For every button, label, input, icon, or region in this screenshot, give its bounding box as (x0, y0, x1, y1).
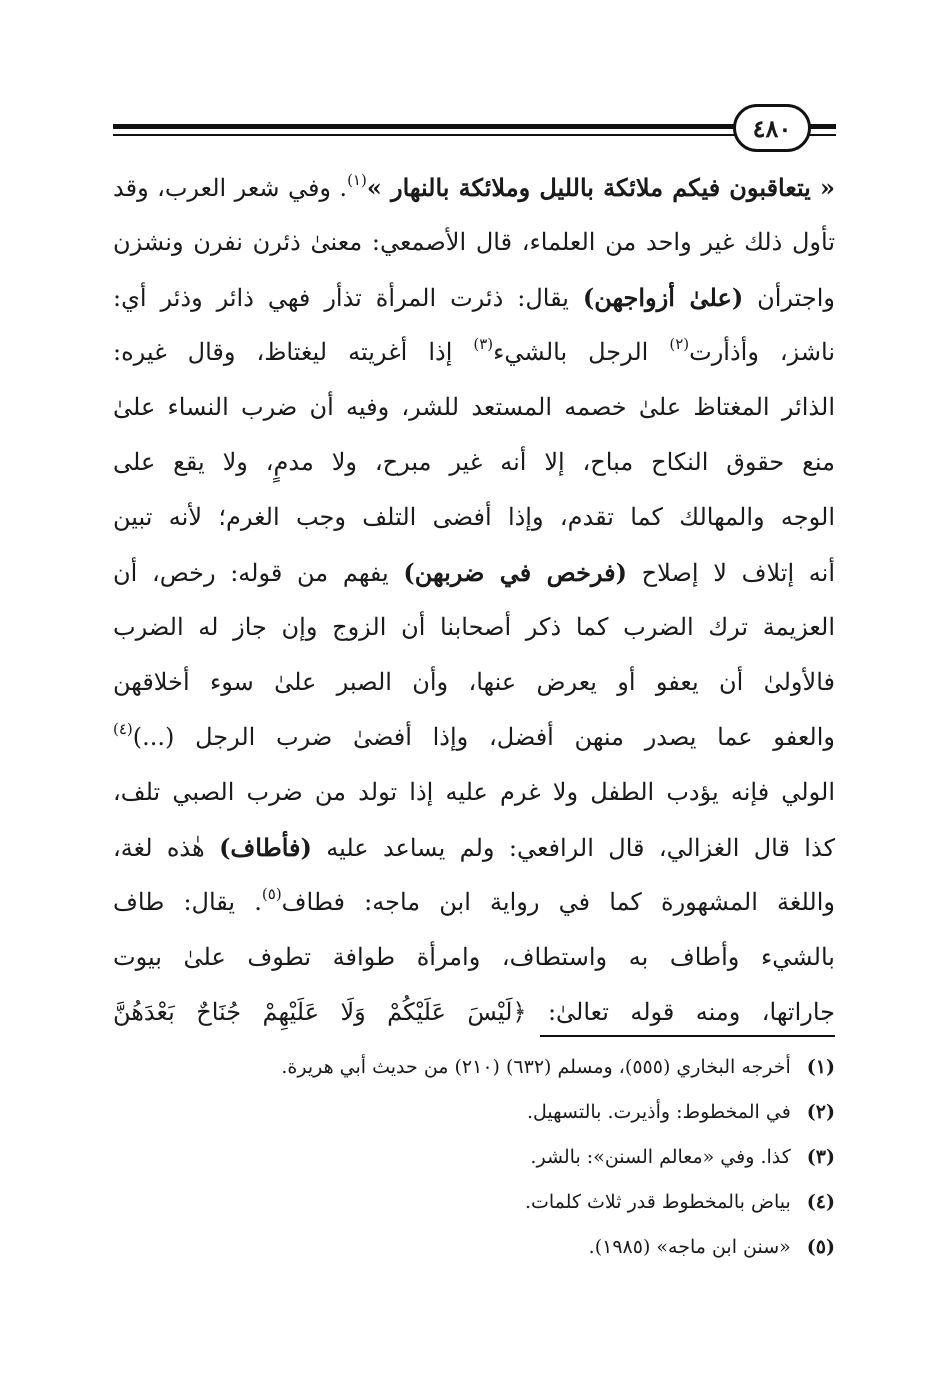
text-line (113, 655, 835, 710)
text-line (113, 545, 835, 600)
footnote-marker: (٥) (261, 885, 282, 903)
footnote-number: (٥) (806, 1236, 835, 1258)
text-segment: تأول ذلك غير واحد من العلماء، قال الأصمعي: معنىٰ ذئرن نفرن ونشزن (113, 228, 835, 256)
text-line (113, 765, 835, 820)
text-line (113, 160, 835, 215)
text-segment: منع حقوق النكاح مباح، إلا أنه غير مبرح، ولا مدمٍ، ولا يقع على (113, 448, 835, 476)
footnote-text: أخرجه البخاري (٥٥٥)، ومسلم (٦٣٢) (٢١٠) من حديث أبي هريرة. (281, 1056, 791, 1078)
footnotes (113, 1045, 835, 1270)
text-segment: كذا قال الغزالي، قال الرافعي: ولم يساعد عليه (311, 834, 835, 862)
footnote-number: (١) (806, 1056, 835, 1078)
text-segment: « يتعاقبون فيكم ملائكة بالليل وملائكة بالنهار » (366, 173, 835, 202)
text-segment: . يقال: طاف (113, 888, 262, 916)
text-segment: إذا أغريته ليغتاظ، وقال غيره: (113, 338, 474, 366)
text-segment: الذائر المغتاظ علىٰ خصمه المستعد للشر، وفيه أن ضرب النساء علىٰ (113, 393, 835, 421)
footnote-number: (٣) (806, 1146, 835, 1168)
text-line (113, 875, 835, 930)
text-segment: (فرخص في ضربهن) (403, 558, 627, 587)
text-segment: واجترأن (743, 284, 836, 312)
text-line (113, 930, 835, 985)
header-rule-thick (113, 124, 735, 129)
text-line (113, 490, 835, 545)
text-line (113, 325, 835, 380)
text-segment: يقال: ذئرت المرأة تذأر فهي ذائر وذئر أي: (113, 284, 583, 312)
text-segment: الوجه والمهالك كما تقدم، وإذا أفضى التلف وجب الغرم؛ لأنه تبين (113, 503, 835, 531)
text-segment: والعفو عما يصدر منهن أفضل، وإذا أفضىٰ ضرب الرجل (...) (132, 723, 835, 751)
text-segment: فالأولىٰ أن يعفو أو يعرض عنها، وأن الصبر علىٰ سوء أخلاقهن (113, 668, 835, 696)
text-segment: ﴿لَيْسَ عَلَيْكُمْ وَلَا عَلَيْهِمْ جُنَاحٌ بَعْدَهُنَّ (113, 998, 527, 1026)
footnote-separator (540, 1035, 835, 1037)
footnote-marker: (١) (347, 171, 367, 189)
text-segment: الرجل بالشيء (493, 338, 670, 366)
footnote-item (113, 1090, 835, 1135)
text-segment: العزيمة ترك الضرب كما ذكر أصحابنا أن الزوج وإن جاز له الضرب (113, 613, 835, 641)
text-line (113, 380, 835, 435)
text-segment: جاراتها، ومنه قوله تعالىٰ: (526, 998, 835, 1026)
text-line (113, 270, 835, 325)
header-rule-stub (808, 124, 836, 129)
page-header (0, 0, 946, 160)
footnote-item (113, 1045, 835, 1090)
main-text (113, 160, 835, 1040)
text-segment: (علىٰ أزواجهن) (582, 283, 744, 312)
text-segment: بالشيء وأطاف به واستطاف، وامرأة طوافة تطوف علىٰ بيوت (113, 943, 835, 971)
text-line (113, 985, 835, 1040)
footnote-marker: (٣) (473, 335, 494, 353)
text-line (113, 820, 835, 875)
footnote-text: «سنن ابن ماجه» (١٩٨٥). (588, 1236, 791, 1258)
text-line (113, 215, 835, 270)
text-line (113, 435, 835, 490)
footnote-text: كذا. وفي «معالم السنن»: بالشر. (530, 1146, 791, 1168)
footnote-number: (٢) (806, 1101, 835, 1123)
header-rule-stub-thin (808, 134, 836, 136)
footnote-item (113, 1225, 835, 1270)
text-segment: يفهم من قوله: رخص، أن (113, 559, 404, 587)
footnote-text: في المخطوط: وأذيرت. بالتسهيل. (526, 1101, 791, 1123)
text-segment: هٰذه لغة، (113, 834, 220, 862)
text-segment: الولي فإنه يؤدب الطفل ولا غرم عليه إذا تولد من ضرب الصبي تلف، (113, 778, 835, 806)
text-segment: (فأطاف) (219, 833, 312, 862)
text-line (113, 600, 835, 655)
footnote-number: (٤) (806, 1191, 835, 1213)
footnote-item (113, 1180, 835, 1225)
footnote-text: بياض بالمخطوط قدر ثلاث كلمات. (524, 1191, 791, 1213)
text-segment: أنه إتلاف لا إصلاح (626, 559, 836, 587)
header-rule-thin (113, 134, 735, 136)
page-number-badge: ٤٨٠ (733, 104, 811, 152)
text-segment: ناشز، وأذأرت (689, 338, 835, 366)
footnote-marker: (٢) (669, 335, 690, 353)
footnote-item (113, 1135, 835, 1180)
text-segment: واللغة المشهورة كما في رواية ابن ماجه: فطاف (281, 888, 835, 916)
text-segment: . وفي شعر العرب، وقد (113, 174, 348, 202)
footnote-marker: (٤) (113, 720, 133, 738)
text-line (113, 710, 835, 765)
